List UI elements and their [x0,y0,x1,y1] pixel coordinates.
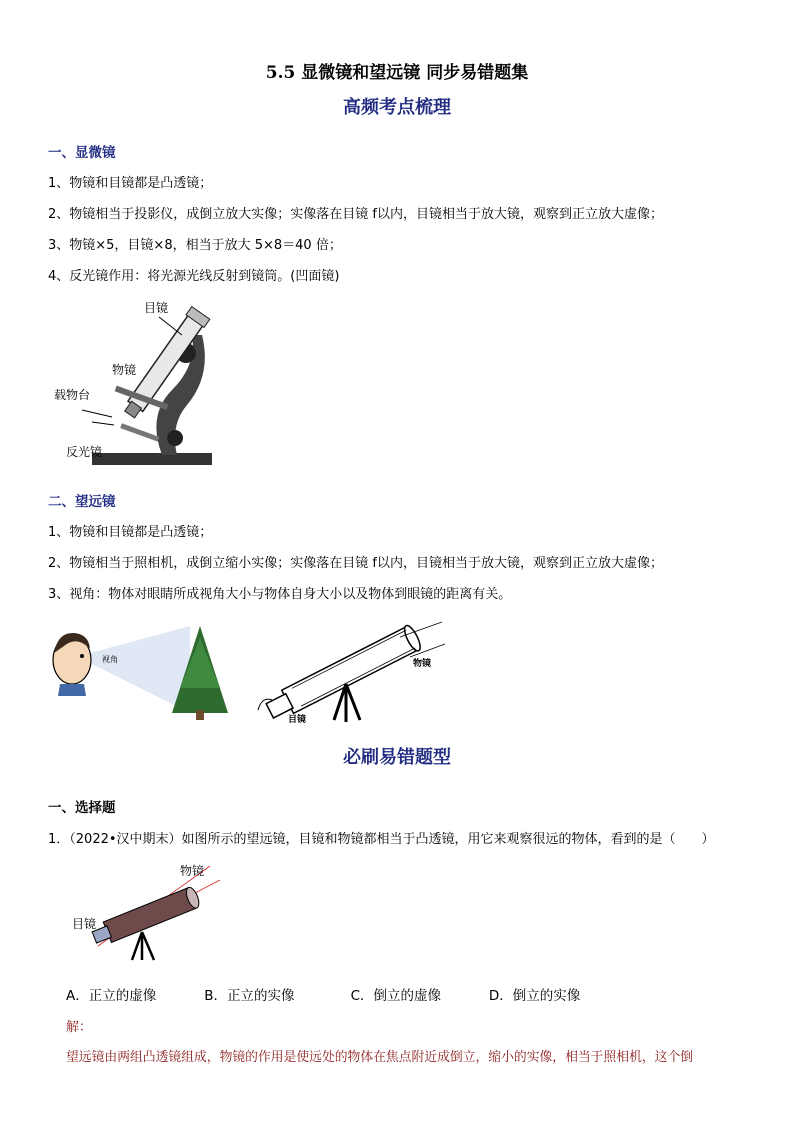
label-objective-3: 物镜 [180,864,205,878]
option-b[interactable]: B．正立的实像 [204,988,295,1004]
question-telescope-figure [70,860,230,962]
subtitle-practice: 必刷易错题型 [343,747,451,768]
section-choice-heading: 一、选择题 [48,800,116,816]
section-telescope-heading: 二、望远镜 [48,494,116,510]
option-c[interactable]: C．倒立的虚像 [350,988,442,1004]
microscope-point-4: 4、反光镜作用：将光源光线反射到镜筒。(凹面镜) [48,269,340,284]
telescope-figure [250,612,450,727]
section-microscope-heading: 一、显微镜 [48,145,116,161]
answer-label: 解： [66,1020,93,1035]
telescope-point-1: 1、物镜和目镜都是凸透镜； [48,525,213,540]
visual-angle-figure [50,618,240,723]
microscope-point-2: 2、物镜相当于投影仪，成倒立放大实像；实像落在目镜 f以内，目镜相当于放大镜，观察到正立放大虚像； [48,207,663,222]
microscope-figure [52,295,222,473]
label-stage: 载物台 [54,388,91,402]
question-1: 1．（2022•汉中期末）如图所示的望远镜，目镜和物镜都相当于凸透镜，用它来观察很远的物体，看到的是（ ） [48,832,715,847]
telescope-point-3: 3、视角：物体对眼睛所成视角大小与物体自身大小以及物体到眼镜的距离有关。 [48,587,512,602]
label-eyepiece-2: 目镜 [288,715,307,725]
label-eyepiece: 目镜 [144,301,169,315]
label-mirror: 反光镜 [66,445,103,459]
microscope-point-1: 1、物镜和目镜都是凸透镜； [48,176,213,191]
label-objective-2: 物镜 [413,659,432,669]
label-visual-angle: 视角 [102,655,118,664]
subtitle-key-points: 高频考点梳理 [343,97,451,118]
option-d[interactable]: D．倒立的实像 [488,988,581,1004]
microscope-point-3: 3、物镜×5，目镜×8，相当于放大 5×8＝40 倍； [48,238,342,253]
document-title: 5.5 显微镜和望远镜 同步易错题集 [265,63,529,83]
answer-options [66,984,580,1004]
telescope-point-2: 2、物镜相当于照相机，成倒立缩小实像；实像落在目镜 f以内，目镜相当于放大镜，观察到正立放大虚像； [48,556,663,571]
label-eyepiece-3: 目镜 [72,917,97,931]
answer-text: 望远镜由两组凸透镜组成，物镜的作用是使远处的物体在焦点附近成倒立，缩小的实像，相当于照相机，这个倒 [66,1050,694,1065]
label-objective: 物镜 [112,363,137,377]
option-a[interactable]: A．正立的虚像 [66,988,157,1004]
